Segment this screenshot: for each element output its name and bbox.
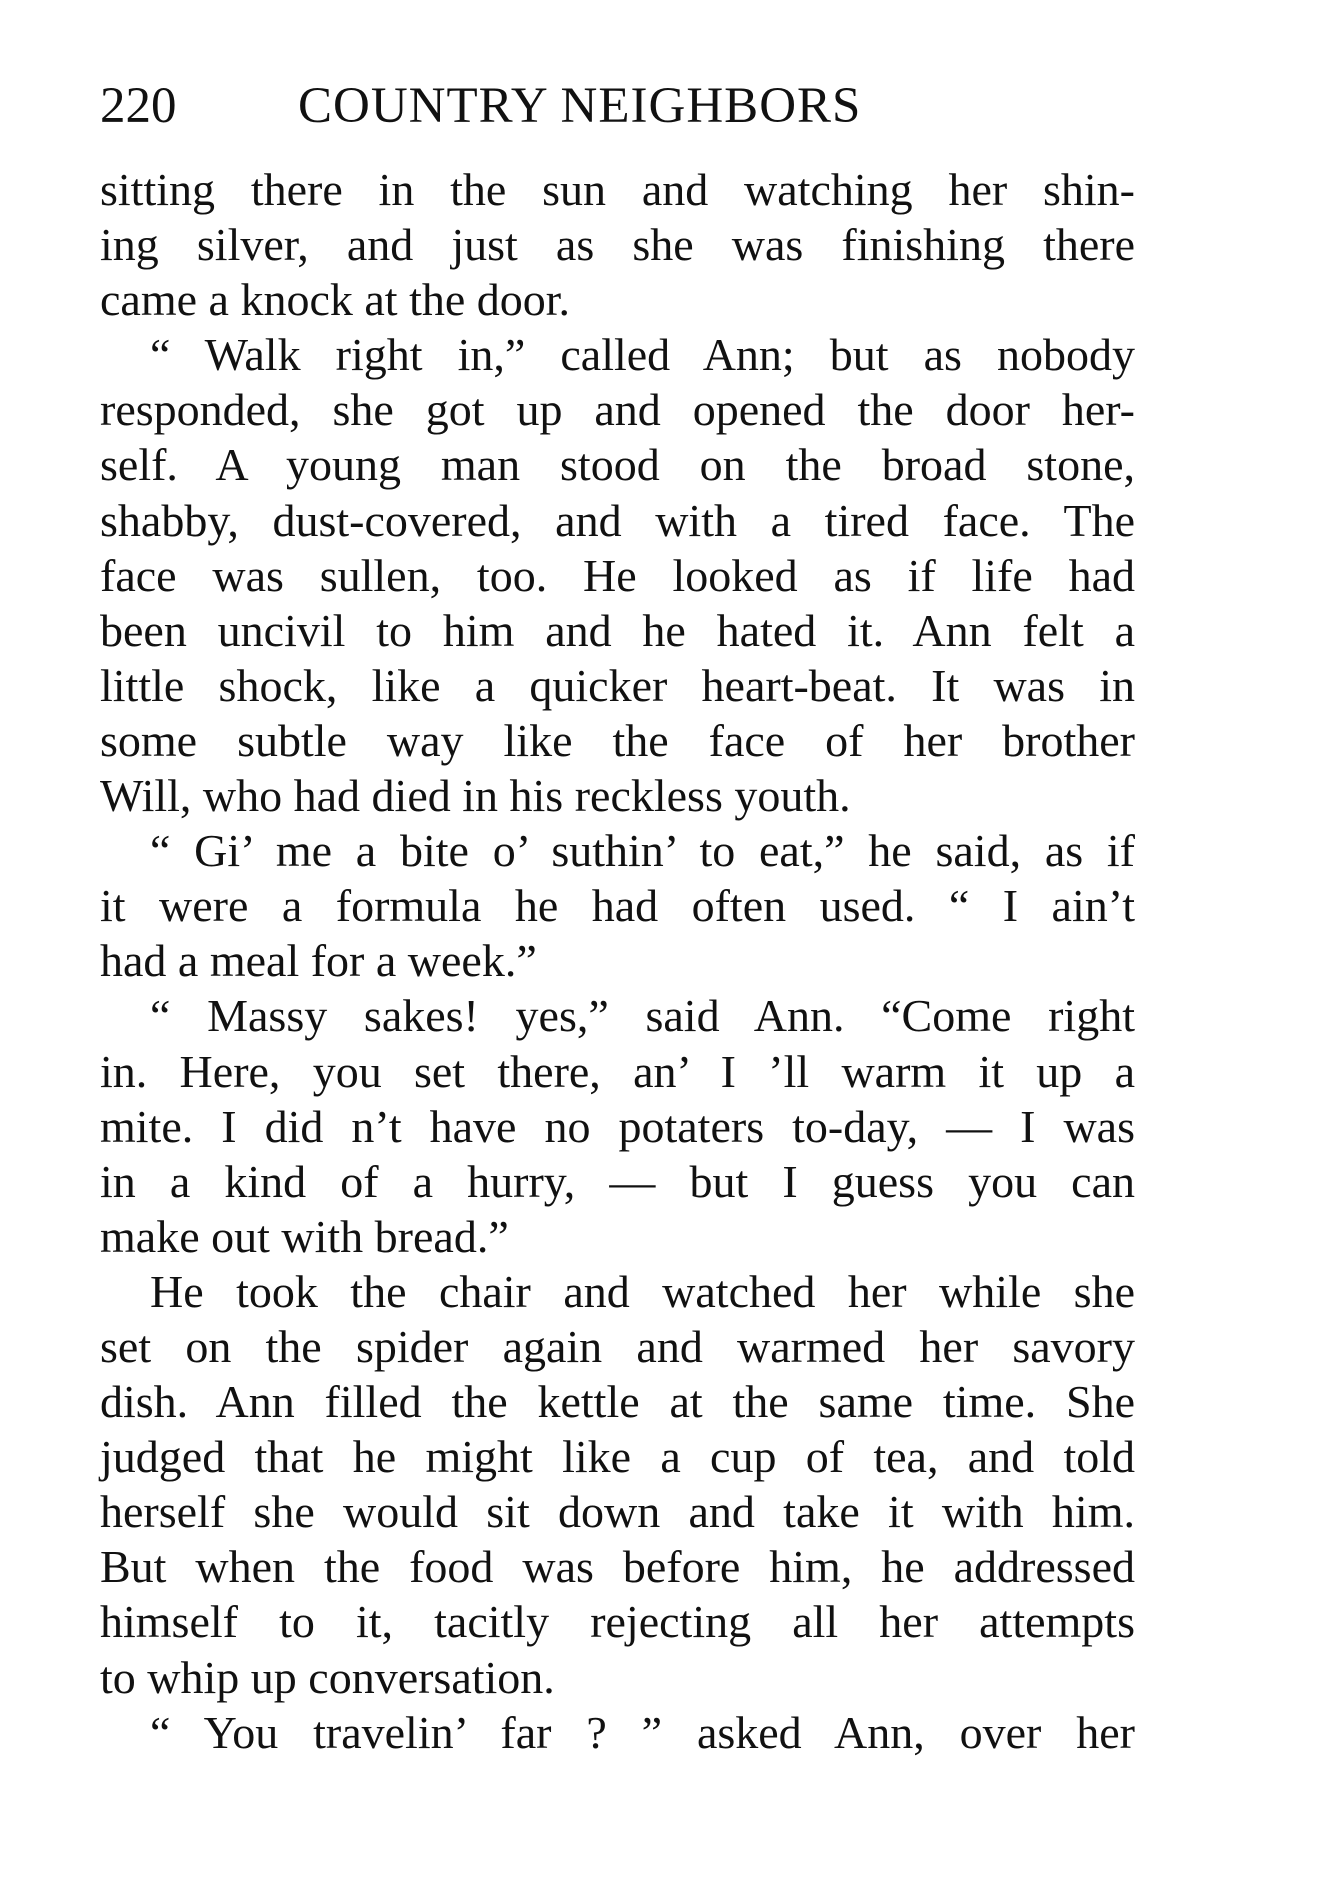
body-text xyxy=(100,162,1135,1760)
text-line: little shock, like a quicker heart-beat. It was in xyxy=(100,659,1135,711)
text-line: herself she would sit down and take it with him. xyxy=(100,1486,1135,1538)
page-header xyxy=(100,76,1135,136)
text-line: set on the spider again and warmed her savory xyxy=(100,1320,1135,1372)
text-line: judged that he might like a cup of tea, and told xyxy=(100,1431,1135,1483)
text-line: “ Gi’ me a bite o’ suthin’ to eat,” he said, as if xyxy=(150,825,1135,877)
text-line: in. Here, you set there, an’ I ’ll warm it up a xyxy=(100,1045,1135,1097)
text-line: But when the food was before him, he addressed xyxy=(100,1541,1135,1593)
text-line: in a kind of a hurry, — but I guess you can xyxy=(100,1155,1135,1207)
text-line: some subtle way like the face of her brother xyxy=(100,714,1135,766)
text-line: shabby, dust-covered, and with a tired face. The xyxy=(100,494,1135,546)
text-line: Will, who had died in his reckless youth. xyxy=(100,770,851,822)
text-line: “ Walk right in,” called Ann; but as nobody xyxy=(150,329,1135,381)
text-line: himself to it, tacitly rejecting all her attempts xyxy=(100,1596,1135,1648)
text-line: it were a formula he had often used. “ I ain’t xyxy=(100,880,1135,932)
text-line: self. A young man stood on the broad stone, xyxy=(100,439,1135,491)
text-line: “ Massy sakes! yes,” said Ann. “Come right xyxy=(150,990,1135,1042)
text-line: sitting there in the sun and watching her shin- xyxy=(100,164,1135,215)
text-line: mite. I did n’t have no potaters to-day, — I was xyxy=(100,1100,1135,1152)
text-line: responded, she got up and opened the door her- xyxy=(100,384,1135,436)
text-line: dish. Ann filled the kettle at the same time. She xyxy=(100,1376,1135,1428)
page-number: 220 xyxy=(100,78,177,134)
text-line: make out with bread.” xyxy=(100,1210,509,1262)
text-line: been uncivil to him and he hated it. Ann felt a xyxy=(100,604,1135,656)
text-line: came a knock at the door. xyxy=(100,274,571,326)
text-line: “ You travelin’ far ? ” asked Ann, over her xyxy=(150,1706,1135,1758)
text-line: ing silver, and just as she was finishing there xyxy=(100,219,1135,271)
running-title: COUNTRY NEIGHBORS xyxy=(298,78,862,134)
text-line: face was sullen, too. He looked as if life had xyxy=(100,549,1135,601)
text-line: had a meal for a week.” xyxy=(100,935,537,987)
text-line: He took the chair and watched her while she xyxy=(150,1265,1135,1317)
text-line: to whip up conversation. xyxy=(100,1651,555,1703)
